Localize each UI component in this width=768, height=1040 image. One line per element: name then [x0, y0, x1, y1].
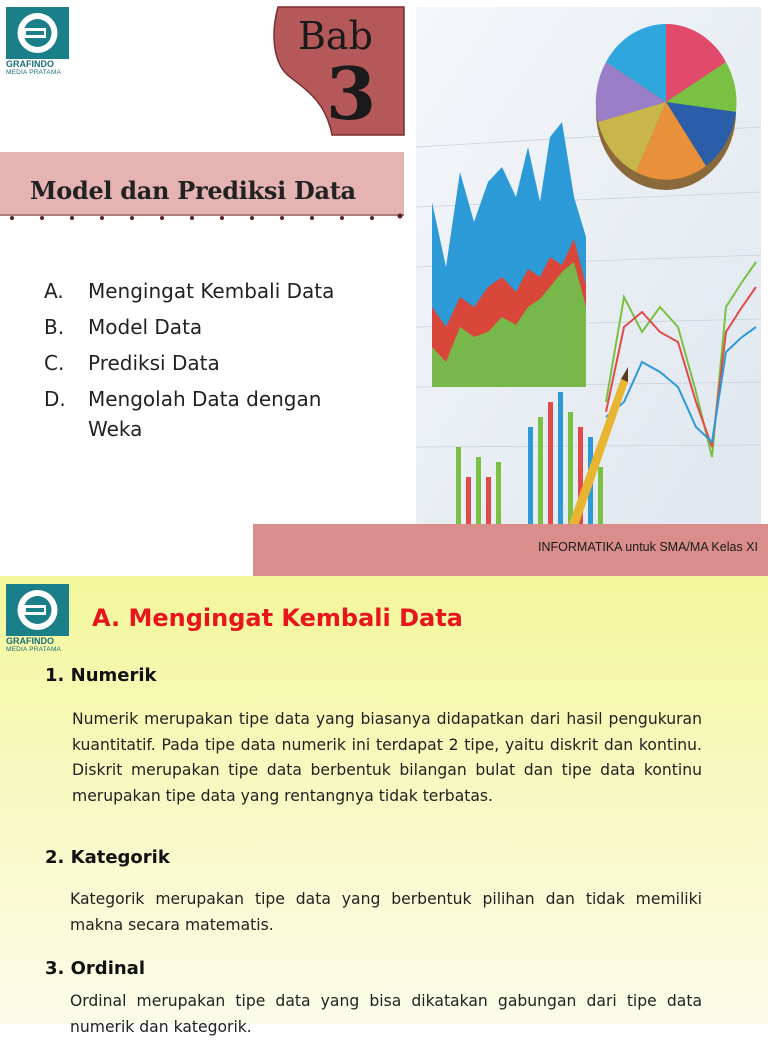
section-heading: A. Mengingat Kembali Data — [92, 604, 463, 632]
footer-band — [253, 524, 768, 576]
toc-letter: C. — [44, 351, 65, 375]
slide-title: Model dan Prediksi Data — [30, 176, 356, 205]
chapter-word: Bab — [298, 14, 373, 58]
logo-brand: GRAFINDO — [6, 59, 54, 69]
toc-label: Prediksi Data — [88, 351, 220, 375]
toc-item[interactable] — [44, 384, 374, 444]
table-of-contents — [44, 276, 374, 450]
logo-subtitle: MEDIA PRATAMA — [6, 646, 62, 653]
subsection-text: Kategorik merupakan tipe data yang berbentuk pilihan dan tidak memiliki makna secara matematis. — [70, 890, 702, 934]
chapter-number: 3 — [326, 51, 377, 136]
subsection-title: 1. Numerik — [45, 665, 157, 686]
grafindo-logo — [6, 7, 70, 76]
chart-photo-icon — [416, 7, 761, 532]
toc-letter: A. — [44, 279, 64, 303]
toc-label: Mengolah Data dengan Weka — [88, 387, 322, 441]
logo-subtitle: MEDIA PRATAMA — [6, 69, 62, 76]
footer-text: INFORMATIKA untuk SMA/MA Kelas XI — [538, 540, 758, 554]
toc-letter: B. — [44, 315, 65, 339]
grafindo-logo-icon — [6, 7, 69, 59]
logo-brand: GRAFINDO — [6, 636, 54, 646]
toc-item[interactable] — [44, 348, 374, 378]
grafindo-logo-icon — [6, 584, 69, 636]
toc-item[interactable] — [44, 312, 374, 342]
toc-letter: D. — [44, 387, 66, 411]
toc-label: Mengingat Kembali Data — [88, 279, 335, 303]
slide-content — [0, 576, 768, 1036]
grafindo-logo — [6, 584, 70, 653]
subsection-text: Ordinal merupakan tipe data yang bisa dikatakan gabungan dari tipe data numerik dan kategorik. — [70, 992, 702, 1036]
subsection-text: Numerik merupakan tipe data yang biasanya didapatkan dari hasil pengukuran kuantitatif. Pada tipe data numerik ini terdapat 2 tipe, yaitu diskrit dan kontinu. Diskrit merupakan tipe data berbentuk bilangan bulat dan tipe data kontinu merupakan tipe data yang rentangnya tidak terbatas. — [72, 710, 702, 805]
dotted-divider — [0, 212, 404, 222]
toc-item[interactable] — [44, 276, 374, 306]
subsection-title: 3. Ordinal — [45, 958, 145, 979]
toc-label: Model Data — [88, 315, 203, 339]
subsection-title: 2. Kategorik — [45, 847, 170, 868]
